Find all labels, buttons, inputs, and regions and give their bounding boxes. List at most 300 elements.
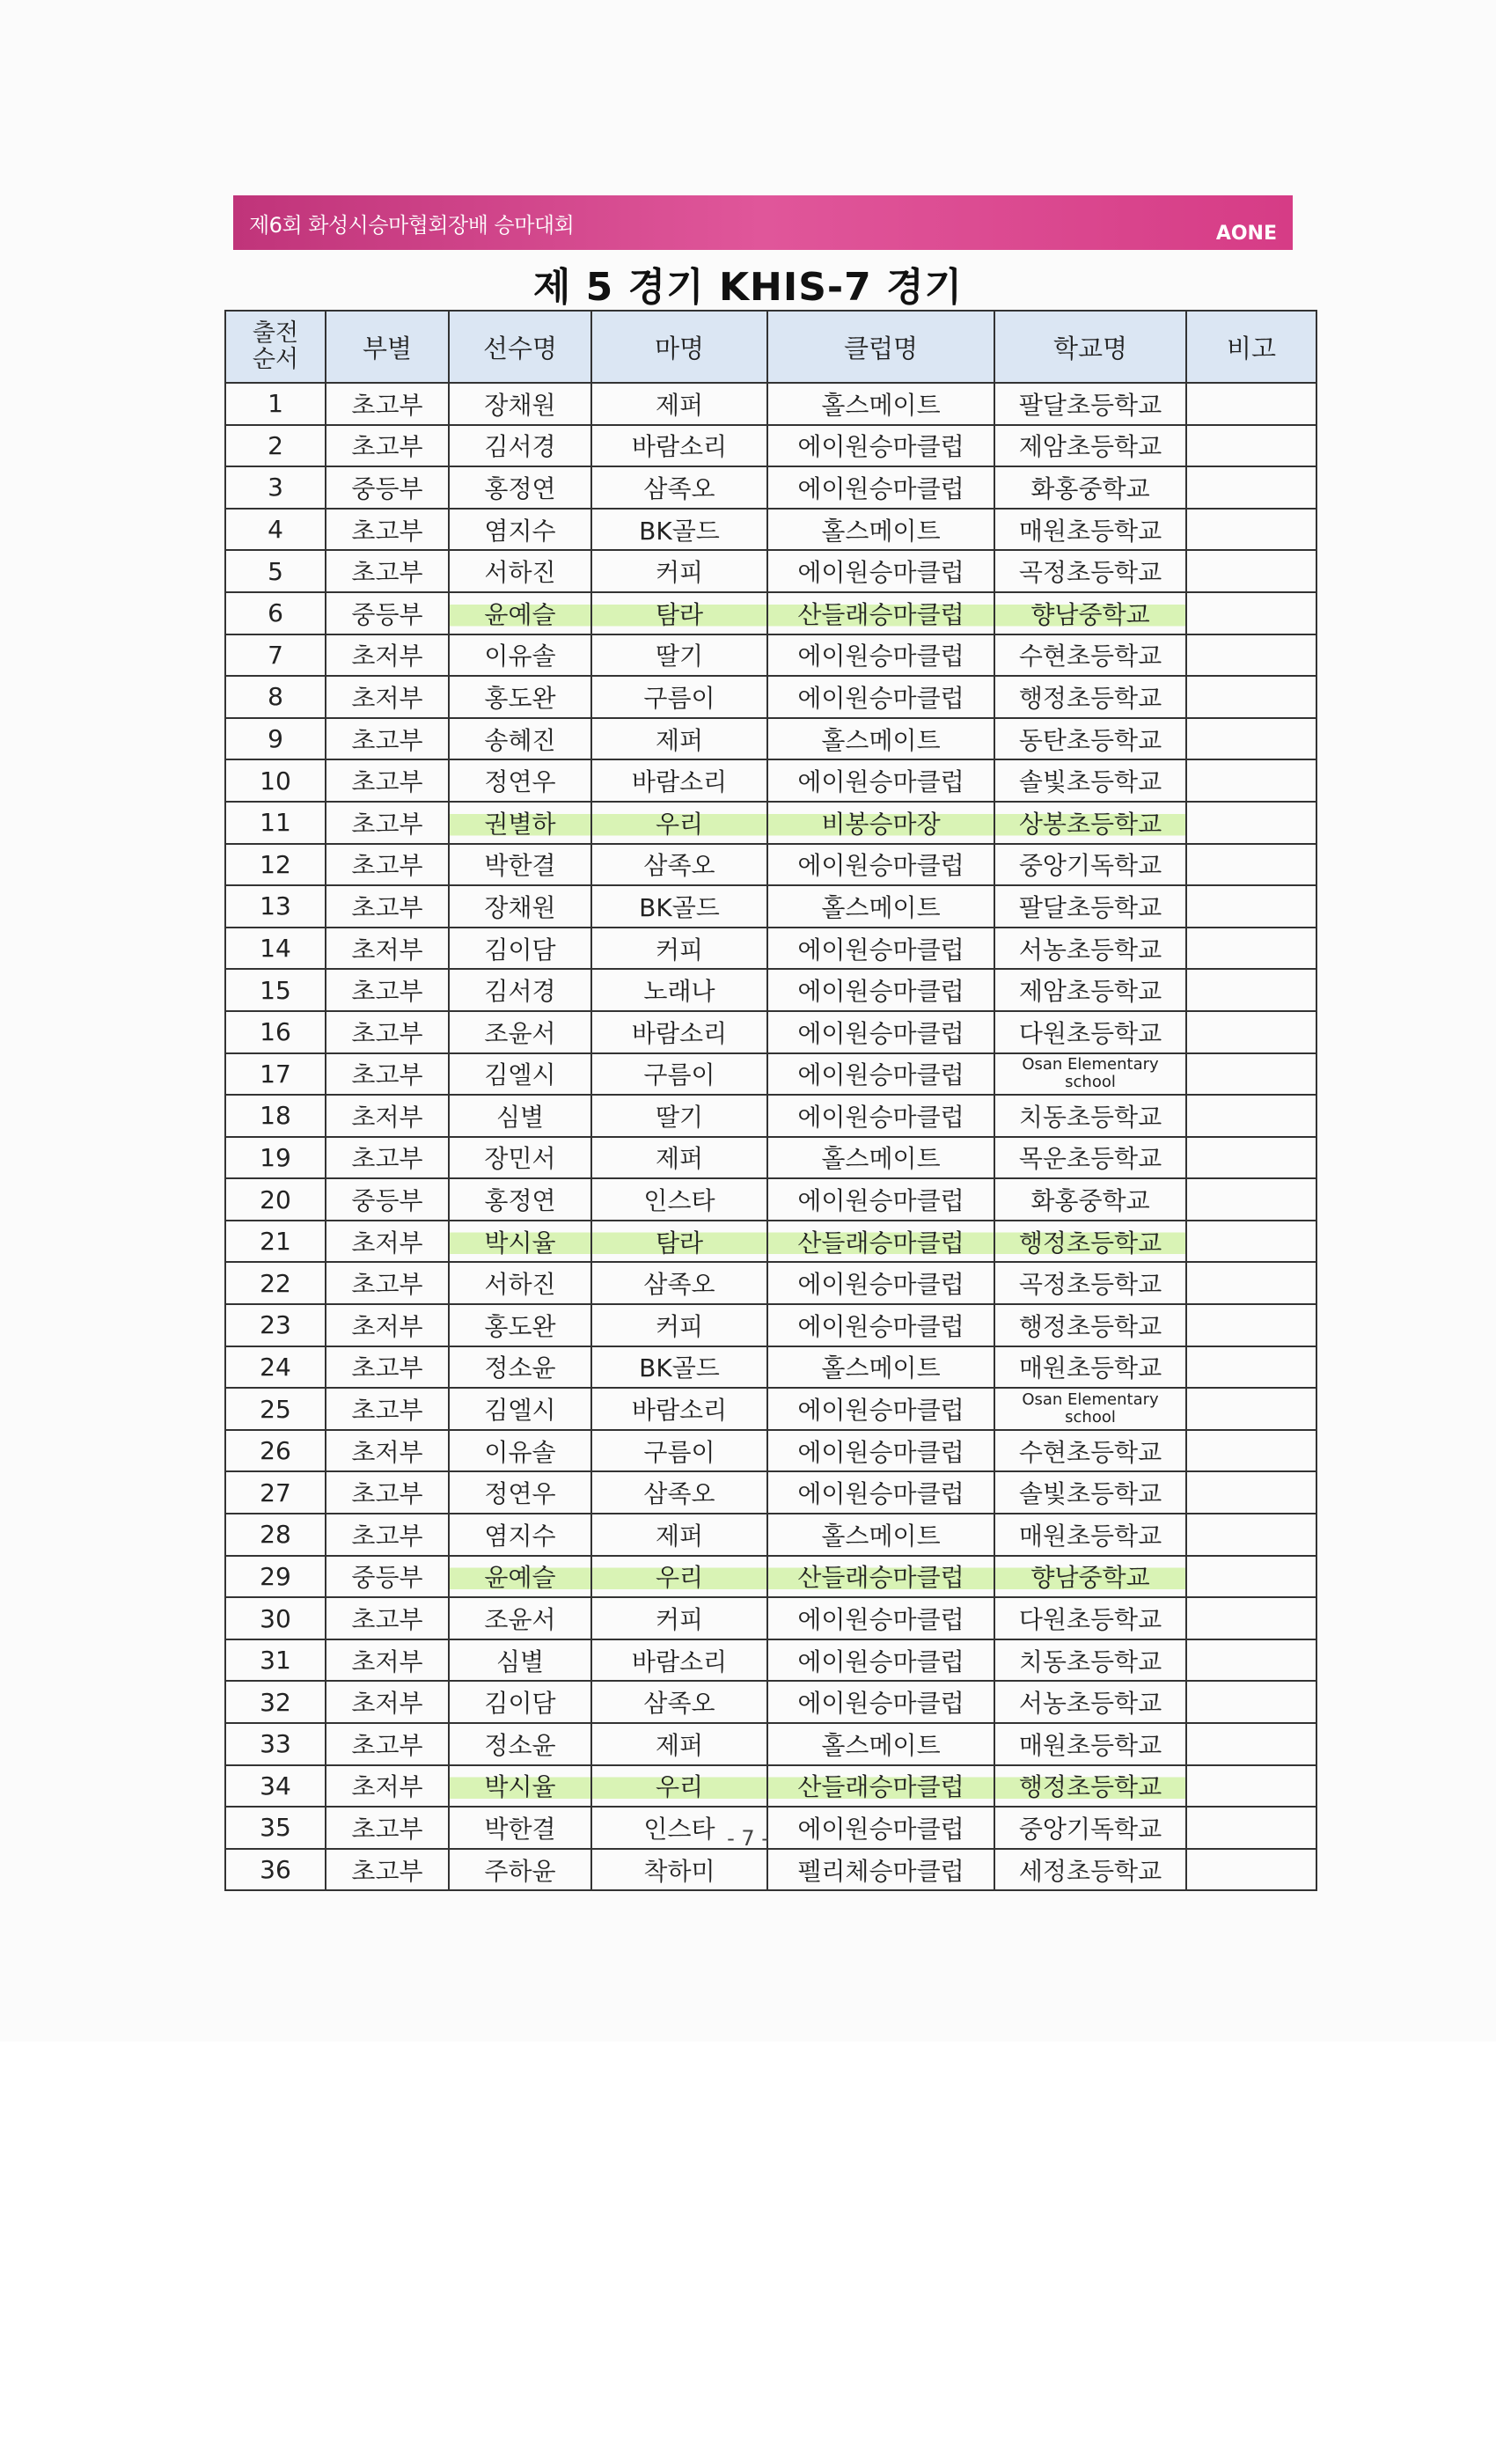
cell-club: 에이원승마클럽 xyxy=(767,466,994,509)
cell-school: 곡정초등학교 xyxy=(994,550,1186,592)
cell-school: 매원초등학교 xyxy=(994,509,1186,551)
cell-school: 솔빛초등학교 xyxy=(994,1471,1186,1514)
cell-division: 초고부 xyxy=(326,1011,449,1053)
cell-note xyxy=(1186,844,1316,886)
table-row xyxy=(225,1471,1316,1514)
cell-order: 31 xyxy=(225,1639,326,1682)
cell-horse: 딸기 xyxy=(591,1095,767,1137)
table-row xyxy=(225,1556,1316,1598)
cell-horse: BK골드 xyxy=(591,509,767,551)
cell-division: 초고부 xyxy=(326,1807,449,1849)
cell-note xyxy=(1186,1262,1316,1304)
cell-order: 23 xyxy=(225,1304,326,1346)
cell-note xyxy=(1186,592,1316,634)
cell-order: 36 xyxy=(225,1849,326,1891)
cell-horse: 커피 xyxy=(591,928,767,970)
cell-rider: 김엘시 xyxy=(449,1053,591,1096)
cell-order: 8 xyxy=(225,676,326,718)
cell-horse: 커피 xyxy=(591,550,767,592)
cell-horse: 삼족오 xyxy=(591,466,767,509)
cell-note xyxy=(1186,969,1316,1011)
cell-club: 에이원승마클럽 xyxy=(767,1639,994,1682)
table-row xyxy=(225,1221,1316,1263)
cell-division: 초고부 xyxy=(326,550,449,592)
cell-rider: 홍정연 xyxy=(449,466,591,509)
cell-division: 초저부 xyxy=(326,676,449,718)
cell-club: 홀스메이트 xyxy=(767,509,994,551)
table-row xyxy=(225,1849,1316,1891)
start-order-table xyxy=(224,310,1317,1891)
table-row xyxy=(225,885,1316,928)
cell-order: 7 xyxy=(225,634,326,677)
cell-division: 중등부 xyxy=(326,592,449,634)
cell-school: 목운초등학교 xyxy=(994,1137,1186,1179)
cell-club: 에이원승마클럽 xyxy=(767,1095,994,1137)
table-row xyxy=(225,676,1316,718)
cell-horse: 구름이 xyxy=(591,1053,767,1096)
cell-rider: 정소윤 xyxy=(449,1346,591,1389)
cell-club: 에이원승마클럽 xyxy=(767,1178,994,1221)
cell-note xyxy=(1186,1095,1316,1137)
cell-division: 초고부 xyxy=(326,718,449,760)
cell-rider: 박한결 xyxy=(449,844,591,886)
cell-rider: 장채원 xyxy=(449,383,591,425)
cell-order: 17 xyxy=(225,1053,326,1096)
cell-division: 초고부 xyxy=(326,1849,449,1891)
cell-note xyxy=(1186,718,1316,760)
cell-division: 초저부 xyxy=(326,1430,449,1472)
cell-division: 중등부 xyxy=(326,466,449,509)
col-header-rider: 선수명 xyxy=(449,311,591,383)
table-row xyxy=(225,1053,1316,1096)
cell-rider: 홍도완 xyxy=(449,676,591,718)
cell-horse: 인스타 xyxy=(591,1178,767,1221)
cell-horse: 제퍼 xyxy=(591,1514,767,1556)
brand-label: AONE xyxy=(1215,223,1277,245)
cell-club: 에이원승마클럽 xyxy=(767,676,994,718)
table-row xyxy=(225,802,1316,844)
cell-division: 초고부 xyxy=(326,969,449,1011)
cell-note xyxy=(1186,1346,1316,1389)
cell-division: 초고부 xyxy=(326,1597,449,1639)
cell-school: 제암초등학교 xyxy=(994,425,1186,467)
cell-order: 19 xyxy=(225,1137,326,1179)
cell-school: 치동초등학교 xyxy=(994,1095,1186,1137)
cell-division: 초저부 xyxy=(326,928,449,970)
cell-division: 초고부 xyxy=(326,1053,449,1096)
cell-rider: 박시율 xyxy=(449,1221,591,1263)
cell-school: 제암초등학교 xyxy=(994,969,1186,1011)
cell-school: 팔달초등학교 xyxy=(994,885,1186,928)
cell-order: 1 xyxy=(225,383,326,425)
cell-rider: 주하윤 xyxy=(449,1849,591,1891)
cell-note xyxy=(1186,1681,1316,1723)
cell-school: 향남중학교 xyxy=(994,592,1186,634)
cell-division: 초고부 xyxy=(326,1137,449,1179)
cell-club: 홀스메이트 xyxy=(767,1346,994,1389)
cell-horse: 바람소리 xyxy=(591,1011,767,1053)
cell-club: 에이원승마클럽 xyxy=(767,1807,994,1849)
table-row xyxy=(225,509,1316,551)
table-row xyxy=(225,1639,1316,1682)
table-row xyxy=(225,1723,1316,1765)
col-header-note: 비고 xyxy=(1186,311,1316,383)
cell-rider: 염지수 xyxy=(449,1514,591,1556)
table-row xyxy=(225,1262,1316,1304)
cell-club: 산들래승마클럽 xyxy=(767,1556,994,1598)
cell-division: 중등부 xyxy=(326,1178,449,1221)
cell-rider: 송혜진 xyxy=(449,718,591,760)
cell-school: 중앙기독학교 xyxy=(994,844,1186,886)
cell-horse: 커피 xyxy=(591,1304,767,1346)
col-header-order-label: 출전 순서 xyxy=(252,319,299,373)
cell-rider: 이유솔 xyxy=(449,1430,591,1472)
cell-horse: BK골드 xyxy=(591,1346,767,1389)
cell-division: 초저부 xyxy=(326,1639,449,1682)
cell-rider: 조윤서 xyxy=(449,1597,591,1639)
cell-rider: 정연우 xyxy=(449,1471,591,1514)
cell-school: 화홍중학교 xyxy=(994,466,1186,509)
table-row xyxy=(225,425,1316,467)
cell-division: 초고부 xyxy=(326,1346,449,1389)
cell-note xyxy=(1186,1388,1316,1430)
cell-school: 행정초등학교 xyxy=(994,676,1186,718)
cell-division: 초고부 xyxy=(326,1471,449,1514)
cell-rider: 심별 xyxy=(449,1095,591,1137)
cell-note xyxy=(1186,1597,1316,1639)
cell-school: 세정초등학교 xyxy=(994,1849,1186,1891)
table-row xyxy=(225,550,1316,592)
cell-order: 16 xyxy=(225,1011,326,1053)
table-row xyxy=(225,1346,1316,1389)
cell-school: 서농초등학교 xyxy=(994,928,1186,970)
table-row xyxy=(225,1178,1316,1221)
cell-note xyxy=(1186,1221,1316,1263)
cell-club: 에이원승마클럽 xyxy=(767,425,994,467)
cell-note xyxy=(1186,1556,1316,1598)
cell-note xyxy=(1186,802,1316,844)
cell-rider: 김이담 xyxy=(449,928,591,970)
cell-order: 32 xyxy=(225,1681,326,1723)
cell-division: 초고부 xyxy=(326,844,449,886)
cell-division: 초고부 xyxy=(326,802,449,844)
event-banner xyxy=(233,195,1293,250)
cell-club: 에이원승마클럽 xyxy=(767,1053,994,1096)
cell-horse: 바람소리 xyxy=(591,759,767,802)
cell-club: 펠리체승마클럽 xyxy=(767,1849,994,1891)
cell-horse: BK골드 xyxy=(591,885,767,928)
cell-division: 초저부 xyxy=(326,1304,449,1346)
cell-club: 산들래승마클럽 xyxy=(767,1221,994,1263)
cell-order: 34 xyxy=(225,1765,326,1808)
cell-horse: 구름이 xyxy=(591,676,767,718)
cell-order: 6 xyxy=(225,592,326,634)
cell-order: 15 xyxy=(225,969,326,1011)
cell-order: 5 xyxy=(225,550,326,592)
cell-rider: 홍정연 xyxy=(449,1178,591,1221)
cell-school: 행정초등학교 xyxy=(994,1765,1186,1808)
cell-club: 에이원승마클럽 xyxy=(767,1388,994,1430)
cell-club: 에이원승마클럽 xyxy=(767,928,994,970)
cell-order: 3 xyxy=(225,466,326,509)
cell-note xyxy=(1186,509,1316,551)
cell-rider: 김엘시 xyxy=(449,1388,591,1430)
cell-division: 초고부 xyxy=(326,1723,449,1765)
table-row xyxy=(225,1095,1316,1137)
cell-note xyxy=(1186,928,1316,970)
cell-school: 솔빛초등학교 xyxy=(994,759,1186,802)
cell-club: 에이원승마클럽 xyxy=(767,550,994,592)
cell-horse: 삼족오 xyxy=(591,1471,767,1514)
cell-rider: 장채원 xyxy=(449,885,591,928)
cell-order: 26 xyxy=(225,1430,326,1472)
cell-school: 다원초등학교 xyxy=(994,1597,1186,1639)
cell-order: 29 xyxy=(225,1556,326,1598)
cell-division: 초고부 xyxy=(326,1514,449,1556)
cell-horse: 딸기 xyxy=(591,634,767,677)
cell-club: 비봉승마장 xyxy=(767,802,994,844)
cell-club: 에이원승마클럽 xyxy=(767,759,994,802)
cell-order: 13 xyxy=(225,885,326,928)
cell-horse: 삼족오 xyxy=(591,844,767,886)
cell-rider: 김서경 xyxy=(449,425,591,467)
cell-horse: 제퍼 xyxy=(591,718,767,760)
cell-horse: 우리 xyxy=(591,1556,767,1598)
page-number: - 7 - xyxy=(727,1826,769,1851)
cell-school: 중앙기독학교 xyxy=(994,1807,1186,1849)
cell-order: 24 xyxy=(225,1346,326,1389)
cell-school: 수현초등학교 xyxy=(994,1430,1186,1472)
cell-order: 12 xyxy=(225,844,326,886)
col-header-division: 부별 xyxy=(326,311,449,383)
table-row xyxy=(225,466,1316,509)
cell-rider: 박시율 xyxy=(449,1765,591,1808)
cell-order: 33 xyxy=(225,1723,326,1765)
cell-school: 동탄초등학교 xyxy=(994,718,1186,760)
cell-school: 매원초등학교 xyxy=(994,1723,1186,1765)
cell-horse: 탐라 xyxy=(591,1221,767,1263)
table-row xyxy=(225,1430,1316,1472)
cell-club: 홀스메이트 xyxy=(767,718,994,760)
cell-school: 다원초등학교 xyxy=(994,1011,1186,1053)
col-header-horse: 마명 xyxy=(591,311,767,383)
cell-horse: 제퍼 xyxy=(591,1137,767,1179)
table-row xyxy=(225,928,1316,970)
cell-order: 4 xyxy=(225,509,326,551)
cell-club: 에이원승마클럽 xyxy=(767,1262,994,1304)
cell-rider: 김서경 xyxy=(449,969,591,1011)
cell-division: 초고부 xyxy=(326,1388,449,1430)
cell-school: 화홍중학교 xyxy=(994,1178,1186,1221)
cell-rider: 염지수 xyxy=(449,509,591,551)
cell-order: 27 xyxy=(225,1471,326,1514)
cell-school: 상봉초등학교 xyxy=(994,802,1186,844)
cell-division: 중등부 xyxy=(326,1556,449,1598)
cell-school: 행정초등학교 xyxy=(994,1304,1186,1346)
cell-rider: 장민서 xyxy=(449,1137,591,1179)
cell-club: 에이원승마클럽 xyxy=(767,1011,994,1053)
table-header-row xyxy=(225,311,1316,383)
cell-rider: 서하진 xyxy=(449,550,591,592)
cell-division: 초고부 xyxy=(326,425,449,467)
cell-club: 홀스메이트 xyxy=(767,1723,994,1765)
cell-note xyxy=(1186,466,1316,509)
cell-club: 산들래승마클럽 xyxy=(767,592,994,634)
table-row xyxy=(225,1597,1316,1639)
cell-horse: 인스타 xyxy=(591,1807,767,1849)
cell-note xyxy=(1186,1137,1316,1179)
cell-club: 에이원승마클럽 xyxy=(767,1597,994,1639)
cell-note xyxy=(1186,383,1316,425)
cell-rider: 홍도완 xyxy=(449,1304,591,1346)
cell-school: 치동초등학교 xyxy=(994,1639,1186,1682)
cell-horse: 탐라 xyxy=(591,592,767,634)
cell-club: 에이원승마클럽 xyxy=(767,1304,994,1346)
cell-school: 곡정초등학교 xyxy=(994,1262,1186,1304)
col-header-club: 클럽명 xyxy=(767,311,994,383)
table-row xyxy=(225,634,1316,677)
cell-order: 20 xyxy=(225,1178,326,1221)
cell-order: 25 xyxy=(225,1388,326,1430)
cell-club: 에이원승마클럽 xyxy=(767,844,994,886)
table-row xyxy=(225,592,1316,634)
cell-order: 11 xyxy=(225,802,326,844)
cell-note xyxy=(1186,425,1316,467)
table-row xyxy=(225,969,1316,1011)
cell-order: 18 xyxy=(225,1095,326,1137)
cell-division: 초저부 xyxy=(326,1765,449,1808)
cell-division: 초고부 xyxy=(326,759,449,802)
cell-school: 서농초등학교 xyxy=(994,1681,1186,1723)
cell-note xyxy=(1186,1178,1316,1221)
cell-rider: 정소윤 xyxy=(449,1723,591,1765)
cell-club: 에이원승마클럽 xyxy=(767,634,994,677)
cell-rider: 권별하 xyxy=(449,802,591,844)
cell-club: 에이원승마클럽 xyxy=(767,969,994,1011)
cell-order: 35 xyxy=(225,1807,326,1849)
cell-horse: 커피 xyxy=(591,1597,767,1639)
cell-horse: 삼족오 xyxy=(591,1681,767,1723)
cell-rider: 박한결 xyxy=(449,1807,591,1849)
cell-note xyxy=(1186,1765,1316,1808)
table-row xyxy=(225,759,1316,802)
cell-horse: 노래나 xyxy=(591,969,767,1011)
cell-club: 산들래승마클럽 xyxy=(767,1765,994,1808)
cell-horse: 바람소리 xyxy=(591,425,767,467)
cell-rider: 윤예슬 xyxy=(449,1556,591,1598)
cell-order: 28 xyxy=(225,1514,326,1556)
cell-note xyxy=(1186,1849,1316,1891)
cell-note xyxy=(1186,1471,1316,1514)
table-row xyxy=(225,1137,1316,1179)
cell-note xyxy=(1186,885,1316,928)
cell-horse: 우리 xyxy=(591,1765,767,1808)
cell-division: 초고부 xyxy=(326,1262,449,1304)
cell-school: 향남중학교 xyxy=(994,1556,1186,1598)
table-row xyxy=(225,1304,1316,1346)
cell-division: 초저부 xyxy=(326,1095,449,1137)
cell-order: 2 xyxy=(225,425,326,467)
col-header-order xyxy=(225,311,326,383)
cell-note xyxy=(1186,759,1316,802)
cell-rider: 김이담 xyxy=(449,1681,591,1723)
cell-school: 매원초등학교 xyxy=(994,1514,1186,1556)
cell-school: 팔달초등학교 xyxy=(994,383,1186,425)
cell-order: 14 xyxy=(225,928,326,970)
cell-horse: 우리 xyxy=(591,802,767,844)
cell-note xyxy=(1186,1053,1316,1096)
cell-note xyxy=(1186,1304,1316,1346)
cell-school: 매원초등학교 xyxy=(994,1346,1186,1389)
table-row xyxy=(225,844,1316,886)
cell-club: 홀스메이트 xyxy=(767,1514,994,1556)
event-title: 제6회 화성시승마협회장배 승마대회 xyxy=(249,212,575,238)
cell-division: 초저부 xyxy=(326,1681,449,1723)
cell-school: 수현초등학교 xyxy=(994,634,1186,677)
cell-school: Osan Elementary school xyxy=(994,1388,1186,1430)
table-row xyxy=(225,1011,1316,1053)
cell-note xyxy=(1186,1639,1316,1682)
cell-club: 에이원승마클럽 xyxy=(767,1681,994,1723)
cell-club: 홀스메이트 xyxy=(767,885,994,928)
col-header-school: 학교명 xyxy=(994,311,1186,383)
table-row xyxy=(225,1388,1316,1430)
cell-order: 30 xyxy=(225,1597,326,1639)
table-row xyxy=(225,383,1316,425)
cell-order: 22 xyxy=(225,1262,326,1304)
table-row xyxy=(225,718,1316,760)
table-row xyxy=(225,1514,1316,1556)
cell-club: 에이원승마클럽 xyxy=(767,1430,994,1472)
match-title: 제 5 경기 KHIS-7 경기 xyxy=(532,265,964,310)
cell-horse: 구름이 xyxy=(591,1430,767,1472)
cell-rider: 조윤서 xyxy=(449,1011,591,1053)
cell-note xyxy=(1186,1430,1316,1472)
cell-rider: 이유솔 xyxy=(449,634,591,677)
cell-school: Osan Elementary school xyxy=(994,1053,1186,1096)
cell-horse: 제퍼 xyxy=(591,1723,767,1765)
table-row xyxy=(225,1681,1316,1723)
cell-club: 홀스메이트 xyxy=(767,383,994,425)
cell-note xyxy=(1186,1723,1316,1765)
cell-horse: 바람소리 xyxy=(591,1639,767,1682)
cell-order: 10 xyxy=(225,759,326,802)
cell-division: 초고부 xyxy=(326,509,449,551)
cell-rider: 윤예슬 xyxy=(449,592,591,634)
cell-horse: 바람소리 xyxy=(591,1388,767,1430)
cell-division: 초저부 xyxy=(326,634,449,677)
cell-division: 초고부 xyxy=(326,885,449,928)
cell-club: 홀스메이트 xyxy=(767,1137,994,1179)
cell-order: 9 xyxy=(225,718,326,760)
cell-note xyxy=(1186,550,1316,592)
cell-note xyxy=(1186,676,1316,718)
cell-rider: 심별 xyxy=(449,1639,591,1682)
table-row xyxy=(225,1765,1316,1808)
cell-rider: 정연우 xyxy=(449,759,591,802)
cell-horse: 착하미 xyxy=(591,1849,767,1891)
cell-club: 에이원승마클럽 xyxy=(767,1471,994,1514)
cell-horse: 삼족오 xyxy=(591,1262,767,1304)
cell-division: 초고부 xyxy=(326,383,449,425)
cell-division: 초저부 xyxy=(326,1221,449,1263)
cell-order: 21 xyxy=(225,1221,326,1263)
cell-rider: 서하진 xyxy=(449,1262,591,1304)
cell-note xyxy=(1186,634,1316,677)
cell-school: 행정초등학교 xyxy=(994,1221,1186,1263)
cell-note xyxy=(1186,1514,1316,1556)
blank-area xyxy=(0,2042,1496,2464)
